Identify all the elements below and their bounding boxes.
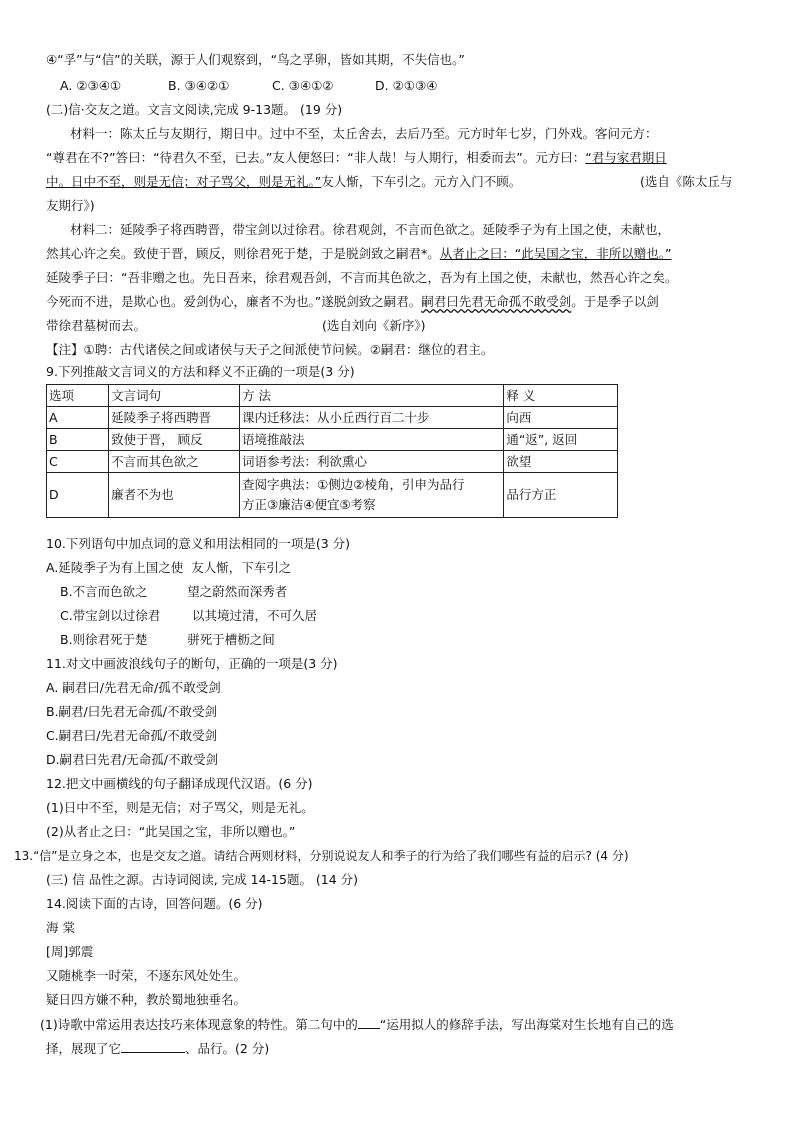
material2-line5: 带徐君墓树而去。: [46, 318, 147, 333]
section2-heading: (二)信·交友之道。文言文阅读,完成 9-13题。 (19 分): [46, 102, 343, 117]
table-cell: D: [47, 473, 109, 518]
table-cell: C: [47, 451, 109, 473]
material2-line3: 延陵季子曰：“吾非赠之也。先日吾来，徐君观吾剑，不言而其色欲之，吾为有上国之使，未献也，然吾心许之矣。: [46, 270, 678, 285]
material1-line2: “尊君在不?”答曰：“待君久不至，已去。”友人便怒曰：“非人哉！与人期行，相委而去”。元方曰：“君与家君期日: [46, 150, 667, 165]
q10-stem: 10.下列语句中加点词的意义和用法相同的一项是(3 分): [46, 536, 351, 551]
material2-line2: 然其心许之矣。致使于晋，顾反，则徐君死于楚，于是脱剑致之嗣君*。从者止之曰：“此吴国之宝，非所以赠也。”: [46, 246, 672, 261]
q8-choice-a: A. ②③④①: [60, 78, 122, 93]
q8-choice-c: C. ③④①②: [272, 78, 334, 93]
material1-line1: 材料一：陈太丘与友期行，期日中。过中不至，太丘舍去，去后乃至。元方时年七岁，门外戏。客问元方：: [70, 126, 658, 141]
answer-blank[interactable]: [121, 1039, 185, 1053]
q8-item4: ④“孚”与“信”的关联，源于人们观察到，“鸟之孚卵，皆如其期，不失信也。”: [46, 52, 465, 67]
table-header-row: [47, 385, 618, 407]
q13-stem: 13.“信”是立身之本，也是交友之道。请结合两则材料，分别说说友人和季子的行为给了我们哪些有益的启示? (4 分): [14, 849, 629, 863]
underlined-sentence-1a: “君与家君期日: [585, 150, 667, 165]
table-header-meaning: 释 义: [504, 385, 618, 407]
material2-source: (选自刘向《新序》): [322, 318, 426, 333]
material1-source-a: (选自《陈太丘与: [640, 174, 733, 189]
material1-line3: 中。日中不至，则是无信；对子骂父，则是无礼。”友人惭，下车引之。元方入门不顾。: [46, 174, 522, 189]
answer-blank[interactable]: [358, 1015, 380, 1029]
table-cell: 向西: [504, 407, 618, 429]
q11-option-d: D.嗣君曰先君/无命孤/不敢受剑: [46, 752, 219, 767]
q10-option-b: B.不言而色欲之 望之蔚然而深秀者: [60, 584, 288, 599]
table-header-option: 选项: [47, 385, 109, 407]
table-cell: 致使于晋， 顾反: [109, 429, 240, 451]
q11-option-a: A. 嗣君曰/先君无命/孤不敢受剑: [46, 680, 221, 695]
material2-line4: 今死而不进，是欺心也。爱剑伪心，廉者不为也。”遂脱剑致之嗣君。嗣君曰先君无命孤不敢受剑。于是季子以剑: [46, 294, 659, 309]
table-cell: A: [47, 407, 109, 429]
q14-sub1-line2: 择，展现了它 、品行。(2 分): [46, 1041, 270, 1056]
table-cell: 廉者不为也: [109, 473, 240, 518]
poem-title: 海 棠: [46, 920, 75, 935]
table-cell: 通“返”, 返回: [504, 429, 618, 451]
poem-line-1: 又随桃李一时荣，不逐东风处处生。: [46, 968, 247, 983]
q9-table: [46, 384, 618, 518]
wavy-sentence: 嗣君曰先君无命孤不敢受剑: [421, 294, 572, 309]
q14-stem: 14.阅读下面的古诗，回答问题。(6 分): [46, 896, 263, 911]
material2-line1: 材料二：延陵季子将西聘晋，带宝剑以过徐君。徐君观剑，不言而色欲之。延陵季子为有上国之使，未献也，: [70, 222, 671, 237]
table-header-phrase: 文言词句: [109, 385, 240, 407]
q10-option-d: B.则徐君死于楚 骈死于槽枥之间: [60, 632, 275, 647]
table-cell-line: 查阅字典法：①侧边②棱角，引申为品行: [242, 477, 465, 492]
table-cell: 课内迁移法：从小丘西行百二十步: [240, 407, 504, 429]
table-cell: 品行方正: [504, 473, 618, 518]
underlined-sentence-1b: 日中不至，则是无信；对子骂父，则是无礼。”: [71, 174, 322, 189]
q11-option-b: B.嗣君/曰先君无命孤/不敢受剑: [46, 704, 217, 719]
annotation-note: 【注】①聘：古代诸侯之间或诸侯与天子之间派使节问候。②嗣君：继位的君主。: [46, 342, 494, 357]
q10-option-c: C.带宝剑以过徐君 以其境过清，不可久居: [60, 608, 317, 623]
table-header-method: 方 法: [240, 385, 504, 407]
section3-heading: (三) 信 品性之源。古诗词阅读, 完成 14-15题。 (14 分): [46, 872, 359, 887]
q9-stem: 9.下列推敲文言词义的方法和释义不正确的一项是(3 分): [46, 364, 355, 379]
table-cell: 延陵季子将西聘晋: [109, 407, 240, 429]
q12-sentence-1: (1)日中不至，则是无信；对子骂父，则是无礼。: [46, 800, 314, 815]
table-row: [47, 407, 618, 429]
q11-stem: 11.对文中画波浪线句子的断句，正确的一项是(3 分): [46, 656, 338, 671]
table-cell: 词语参考法：利欲熏心: [240, 451, 504, 473]
table-cell: 语境推敲法: [240, 429, 504, 451]
q8-choice-d: D. ②①③④: [375, 78, 438, 93]
q10-option-a: A.延陵季子为有上国之使 友人惭，下车引之: [46, 560, 292, 575]
table-cell: 不言而其色欲之: [109, 451, 240, 473]
table-cell: B: [47, 429, 109, 451]
q12-stem: 12.把文中画横线的句子翻译成现代汉语。(6 分): [46, 776, 313, 791]
table-row: [47, 473, 618, 518]
table-row: [47, 429, 618, 451]
poem-line-2: 疑日四方嫌不种，教於蜀地独垂名。: [46, 992, 247, 1007]
table-cell: [240, 473, 504, 518]
material1-source-b: 友期行》): [46, 198, 95, 213]
underlined-sentence-2: 从者止之曰：“此吴国之宝，非所以赠也。”: [439, 246, 672, 261]
table-cell-line: 方正③廉洁④便宜⑤考察: [242, 497, 376, 512]
q11-option-c: C.嗣君曰/先君无命孤/不敢受剑: [46, 728, 218, 743]
q12-sentence-2: (2)从者止之曰：“此吴国之宝，非所以赠也。”: [46, 824, 296, 839]
table-cell: 欲望: [504, 451, 618, 473]
q8-choice-b: B. ③④②①: [168, 78, 230, 93]
table-row: [47, 451, 618, 473]
q14-sub1-line1: (1)诗歌中常运用表达技巧来体现意象的特性。第二句中的 “运用拟人的修辞手法，写出海棠对生长地有自己的选: [40, 1017, 674, 1032]
poem-author: [周]郭震: [46, 944, 94, 959]
